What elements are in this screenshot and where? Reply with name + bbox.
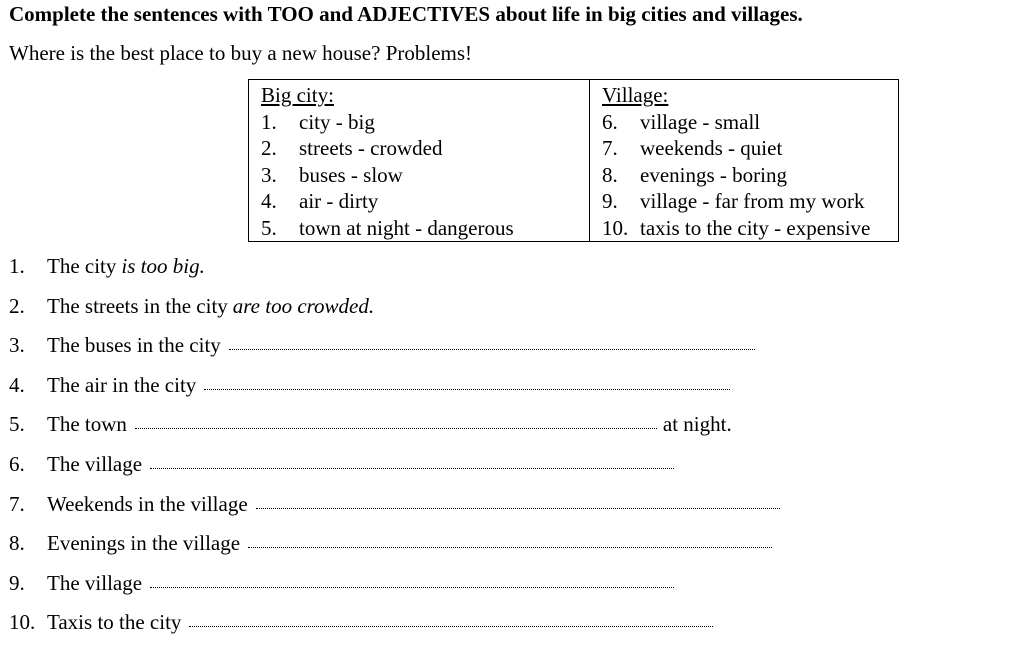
example-answer: are too crowded. (232, 293, 375, 318)
answer-blank[interactable] (256, 506, 780, 509)
answer-blank[interactable] (248, 545, 772, 548)
example-answer: is too big. (121, 254, 205, 278)
village-header: Village: (602, 83, 669, 107)
sentence-row: 10. Taxis to the city (9, 610, 1009, 650)
answer-blank[interactable] (150, 585, 674, 588)
worksheet-subtitle: Where is the best place to buy a new house? Problems! (9, 41, 473, 65)
sentence-row: 2. The streets in the city are too crowded. (9, 293, 375, 318)
vocab-item: 1. city - big (261, 109, 375, 134)
sentence-row: 8. Evenings in the village (9, 531, 1009, 571)
vocab-item: 4. air - dirty (261, 189, 379, 213)
sentence-row: 1. The city is too big. (9, 254, 205, 278)
vocab-item: 10. taxis to the city - expensive (602, 215, 871, 240)
answer-blank[interactable] (150, 466, 674, 469)
vocab-item: 7. weekends - quiet (602, 136, 783, 160)
sentence-row: 7. Weekends in the village (9, 492, 1009, 532)
vocab-item: 2. streets - crowded (261, 136, 443, 160)
sentence-row: 4. The air in the city (9, 373, 1009, 413)
sentence-row: 5. The town at night. (9, 412, 732, 437)
answer-blank[interactable] (135, 426, 657, 429)
answer-blank[interactable] (204, 387, 730, 390)
vocab-item: 8. evenings - boring (602, 162, 787, 187)
sentence-row: 9. The village (9, 571, 1009, 611)
answer-blank[interactable] (229, 347, 755, 350)
sentence-row: 6. The village (9, 452, 1009, 492)
vocab-item: 5. town at night - dangerous (261, 215, 514, 240)
big-city-header: Big city: (261, 83, 334, 107)
big-city-column (249, 80, 590, 242)
village-column (590, 80, 899, 242)
sentence-row: 3. The buses in the city (9, 333, 1009, 373)
sentence-list (9, 254, 1009, 650)
vocab-item: 3. buses - slow (261, 162, 403, 187)
vocab-item: 6. village - small (602, 109, 761, 134)
vocabulary-table (248, 79, 899, 242)
answer-blank[interactable] (189, 624, 713, 627)
vocab-item: 9. village - far from my work (602, 189, 865, 213)
worksheet-title: Complete the sentences with TOO and ADJECTIVES about life in big cities and villages. (9, 2, 803, 26)
